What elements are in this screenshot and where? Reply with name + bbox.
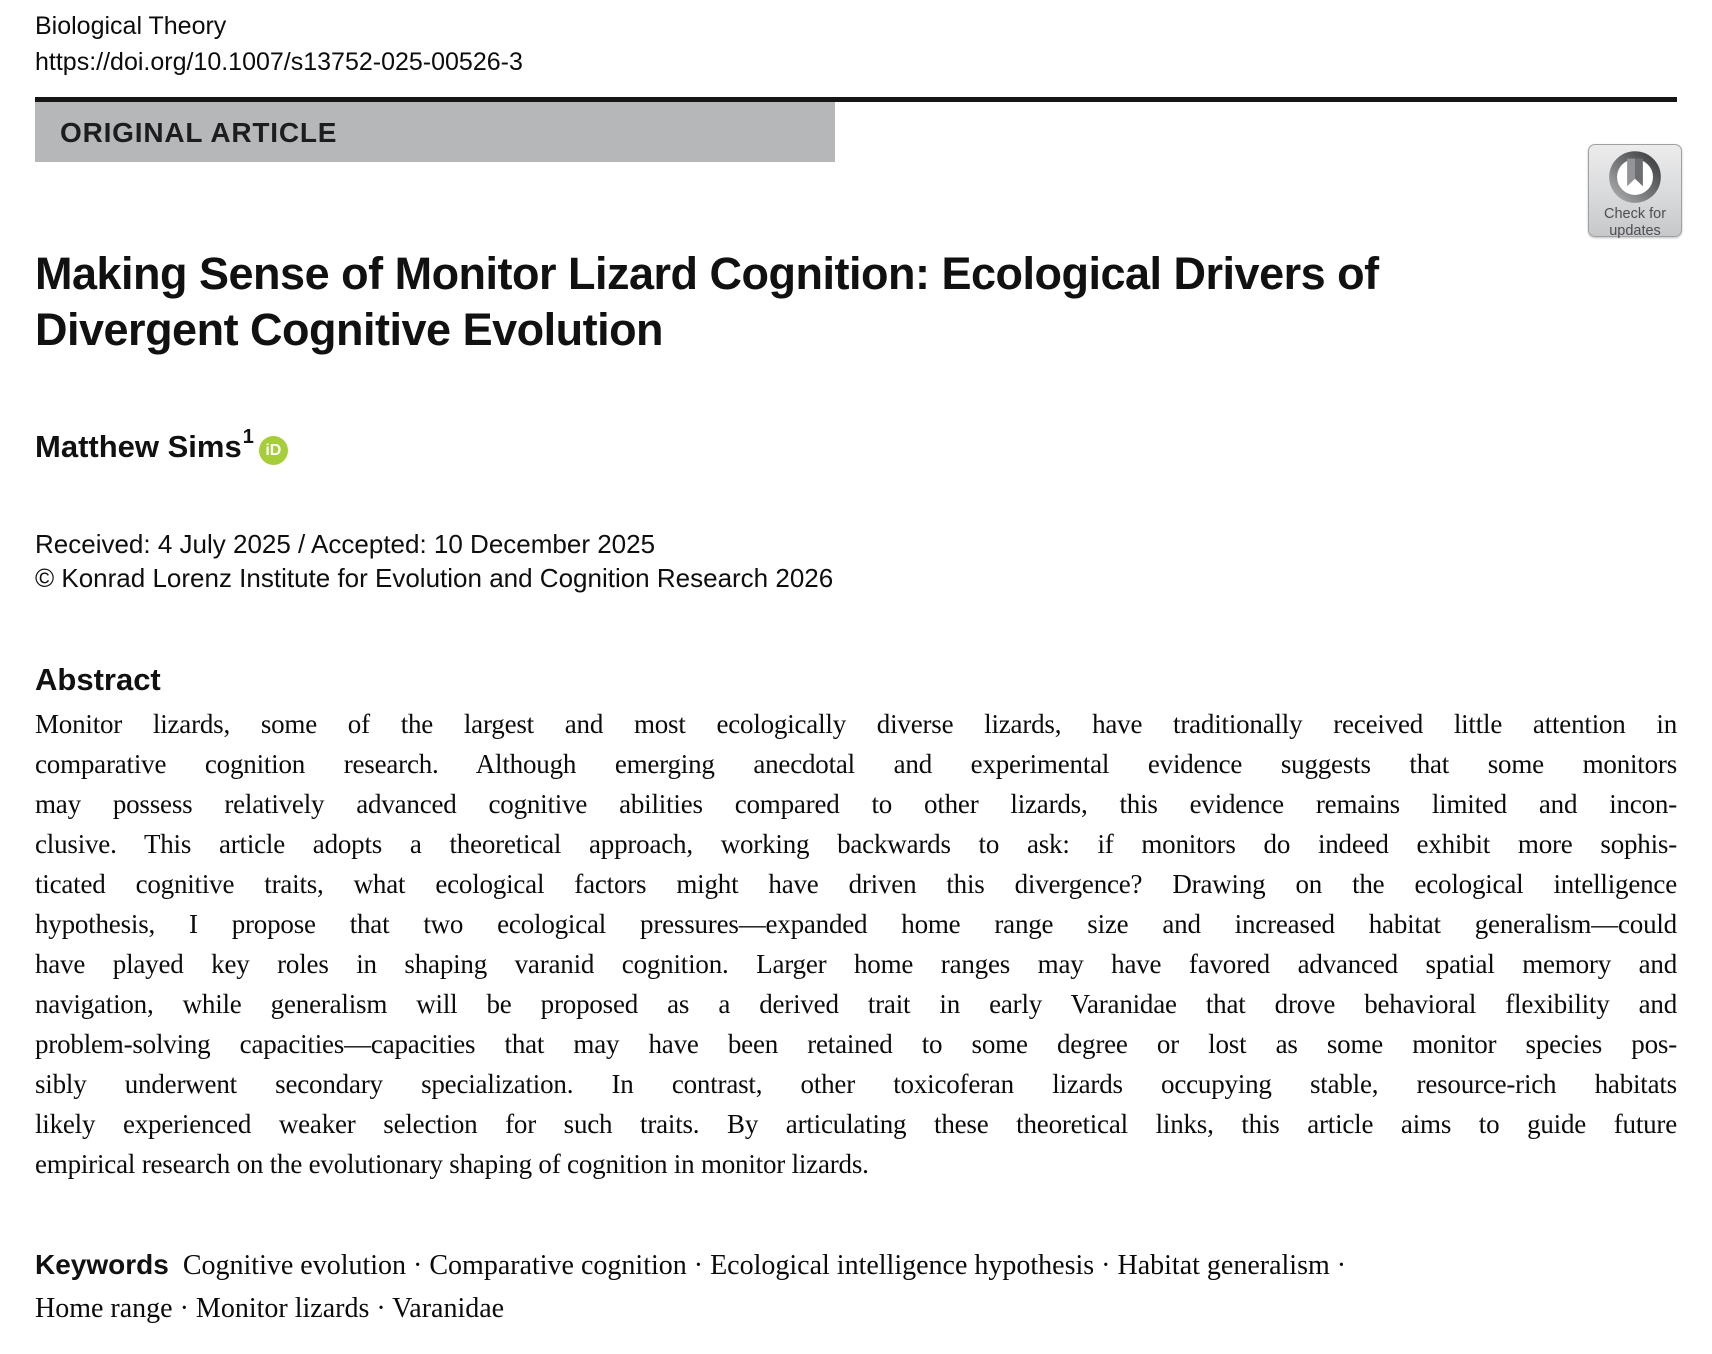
check-for-updates-label: Check for updates <box>1603 206 1667 239</box>
abstract-line: empirical research on the evolutionary shaping of cognition in monitor lizards. <box>35 1149 869 1179</box>
abstract-line: hypothesis, I propose that two ecological pressures—expanded home range size and increased habitat generalism—could <box>35 909 1677 939</box>
article-title-line: Making Sense of Monitor Lizard Cognition: Ecological Drivers of <box>35 248 1379 299</box>
abstract-line: sibly underwent secondary specialization. In contrast, other toxicoferan lizards occupying stable, resource-rich habitats <box>35 1069 1677 1099</box>
check-for-updates-icon <box>1607 149 1663 205</box>
keywords-line-2: Home range · Monitor lizards · Varanidae <box>35 1293 505 1324</box>
abstract-line: navigation, while generalism will be proposed as a derived trait in early Varanidae that drove behavioral flexibility and <box>35 989 1677 1019</box>
article-history <box>35 527 833 595</box>
article-title <box>35 246 1677 358</box>
affiliation-superscript: 1 <box>242 426 254 448</box>
copyright-line: © Konrad Lorenz Institute for Evolution and Cognition Research 2026 <box>35 563 834 593</box>
author-line <box>35 426 288 465</box>
keywords-line <box>35 1287 1677 1330</box>
abstract-line: ticated cognitive traits, what ecological factors might have driven this divergence? Drawing on the ecological intelligence <box>35 869 1677 899</box>
abstract-heading: Abstract <box>35 662 161 697</box>
abstract-line: clusive. This article adopts a theoretical approach, working backwards to ask: if monitors do indeed exhibit more sophis- <box>35 829 1677 859</box>
abstract-line: likely experienced weaker selection for such traits. By articulating these theoretical links, this article aims to guide future <box>35 1109 1677 1139</box>
article-type-label: ORIGINAL ARTICLE <box>60 117 338 148</box>
doi-link[interactable]: https://doi.org/10.1007/s13752-025-00526-3 <box>35 48 523 76</box>
keywords-line-1: Cognitive evolution · Comparative cognition · Ecological intelligence hypothesis · Habitat generalism · <box>182 1250 1347 1281</box>
abstract-line: may possess relatively advanced cognitive abilities compared to other lizards, this evidence remains limited and incon- <box>35 789 1677 819</box>
abstract-line: have played key roles in shaping varanid cognition. Larger home ranges may have favored advanced spatial memory and <box>35 949 1677 979</box>
keywords-section <box>35 1243 1677 1330</box>
check-for-updates-button[interactable] <box>1588 144 1682 237</box>
keywords-label: Keywords <box>35 1249 169 1280</box>
abstract-line: Monitor lizards, some of the largest and most ecologically diverse lizards, have traditionally received little attention in <box>35 709 1677 739</box>
keywords-line <box>35 1243 1677 1287</box>
author-name: Matthew Sims <box>35 429 242 464</box>
received-accepted-line: Received: 4 July 2025 / Accepted: 10 December 2025 <box>35 529 656 559</box>
abstract-line: comparative cognition research. Although emerging anecdotal and experimental evidence suggests that some monitors <box>35 749 1677 779</box>
abstract-section <box>35 656 1677 1184</box>
orcid-icon[interactable]: iD <box>259 436 288 465</box>
abstract-text <box>35 704 1677 1184</box>
article-title-line: Divergent Cognitive Evolution <box>35 304 664 355</box>
journal-name: Biological Theory <box>35 12 227 40</box>
abstract-line: problem-solving capacities—capacities that may have been retained to some degree or lost as some monitor species pos- <box>35 1029 1677 1059</box>
article-type-banner <box>35 102 835 162</box>
